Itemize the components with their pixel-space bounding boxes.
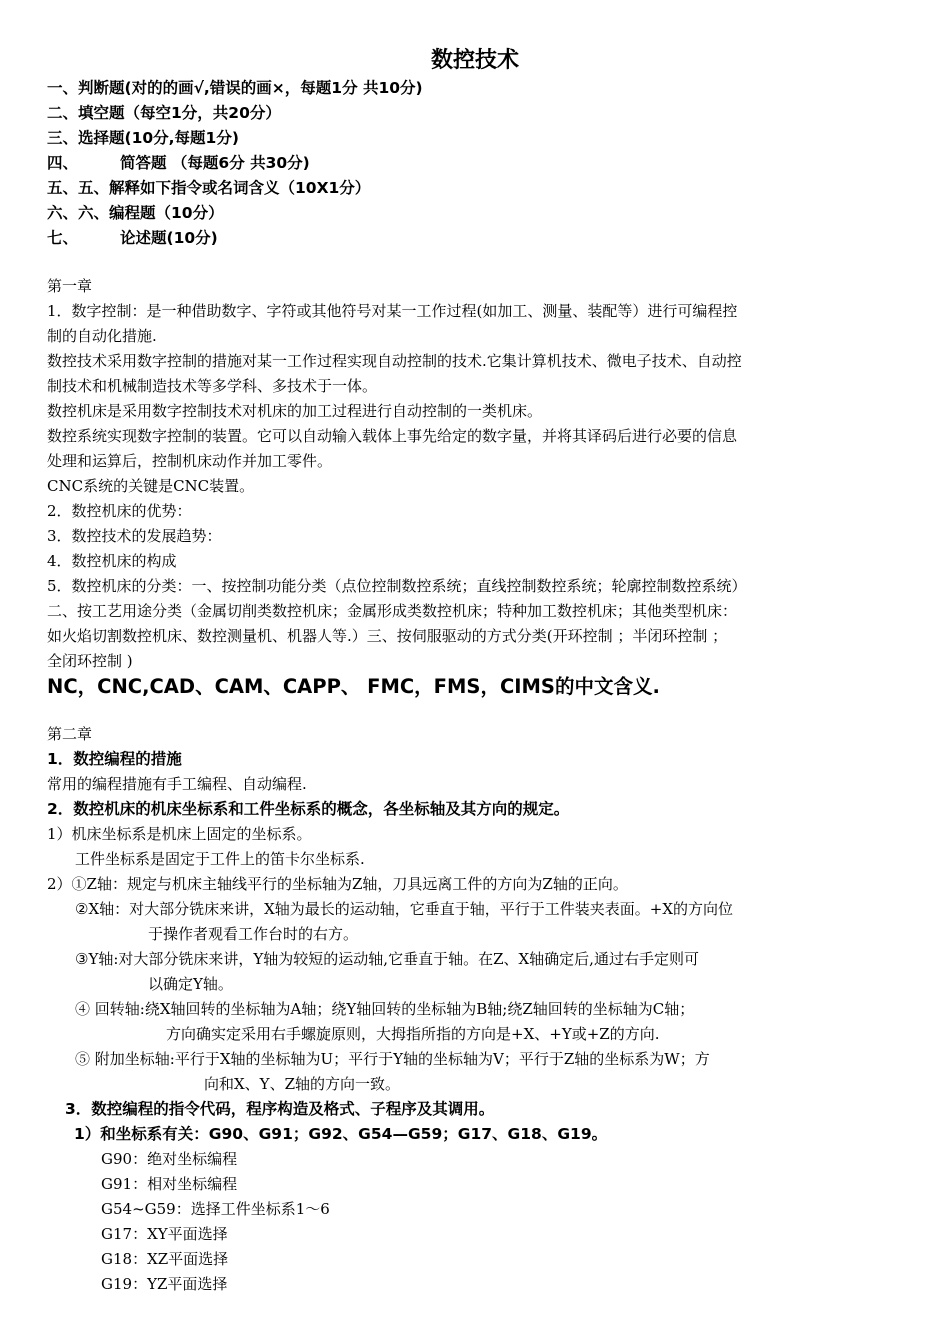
chapter-1-line: 处理和运算后，控制机床动作并加工零件。: [47, 452, 333, 470]
question-2-line: 以确定Y轴。: [148, 975, 233, 993]
exam-section-7-number: 七、: [47, 229, 79, 247]
question-2-line: ④ 回转轴:绕X轴回转的坐标轴为A轴；绕Y轴回转的坐标轴为B轴;绕Z轴回转的坐标轴为C轴；: [75, 1000, 695, 1018]
chapter-1-line: 数控机床是采用数字控制技术对机床的加工过程进行自动控制的一类机床。: [47, 402, 543, 420]
question-1-text: 常用的编程措施有手工编程、自动编程.: [47, 775, 307, 793]
exam-section-7: [47, 226, 218, 250]
chapter-1-line: 制技术和机械制造技术等多学科、多技术于一体。: [47, 377, 378, 395]
chapter-1-line: 5．数控机床的分类：一、按控制功能分类（点位控制数控系统；直线控制数控系统；轮廓控制数控系统）: [47, 577, 747, 595]
chapter-1-line: 制的自动化措施.: [47, 327, 157, 345]
chapter-1-line: 数控系统实现数字控制的装置。它可以自动输入载体上事先给定的数字量，并将其译码后进行必要的信息: [47, 427, 738, 445]
question-2-line: 1）机床坐标系是机床上固定的坐标系。: [47, 825, 312, 843]
g-code-item: G91：相对坐标编程: [101, 1175, 238, 1193]
question-2-line: ②X轴：对大部分铣床来讲，X轴为最长的运动轴，它垂直于轴，平行于工件装夹表面。+X的方向位: [75, 900, 734, 918]
chapter-1-line: 全闭环控制 ): [47, 652, 133, 670]
question-2-line: ③Y轴:对大部分铣床来讲，Y轴为较短的运动轴,它垂直于轴。在Z、X轴确定后,通过右手定则可: [75, 950, 699, 968]
exam-section-4: [47, 151, 310, 175]
exam-section-2: 二、填空题（每空1分，共20分）: [47, 104, 281, 122]
chapter-1-line: 2．数控机床的优势：: [47, 502, 192, 520]
terms-heading: NC，CNC,CAD、CAM、CAPP、 FMC，FMS，CIMS的中文含义.: [47, 675, 660, 698]
g-code-item: G17：XY平面选择: [101, 1225, 228, 1243]
chapter-1-line: 如火焰切割数控机床、数控测量机、机器人等.）三、按伺服驱动的方式分类(开环控制 ；半闭环控制 ；: [47, 627, 728, 645]
question-2-title: 2．数控机床的机床坐标系和工件坐标系的概念，各坐标轴及其方向的规定。: [47, 800, 570, 818]
exam-section-4-label: 简答题 （每题6分 共30分): [120, 154, 310, 172]
question-2-line: 工件坐标系是固定于工件上的笛卡尔坐标系.: [75, 850, 365, 868]
g-code-item: G90：绝对坐标编程: [101, 1150, 238, 1168]
g-code-item: G19：YZ平面选择: [101, 1275, 228, 1293]
question-2-line: 2）①Z轴：规定与机床主轴线平行的坐标轴为Z轴，刀具远离工件的方向为Z轴的正向。: [47, 875, 628, 893]
chapter-2-heading: 第二章: [47, 725, 93, 743]
chapter-1-line: 数控技术采用数字控制的措施对某一工作过程实现自动控制的技术.它集计算机技术、微电子技术、自动控: [47, 352, 742, 370]
exam-section-4-number: 四、: [47, 154, 79, 172]
chapter-1-heading: 第一章: [47, 277, 93, 295]
page-title: 数控技术: [430, 48, 519, 73]
question-2-line: 方向确实定采用右手螺旋原则，大拇指所指的方向是+X、+Y或+Z的方向.: [166, 1025, 660, 1043]
question-2-line: ⑤ 附加坐标轴:平行于X轴的坐标轴为U；平行于Y轴的坐标轴为V；平行于Z轴的坐标系为W；方: [75, 1050, 710, 1068]
chapter-1-line: 二、按工艺用途分类（金属切削类数控机床；金属形成类数控机床；特种加工数控机床；其他类型机床：: [47, 602, 738, 620]
question-3-title: 3．数控编程的指令代码，程序构造及格式、子程序及其调用。: [65, 1100, 495, 1118]
exam-section-7-label: 论述题(10分): [120, 229, 218, 247]
g-code-item: G54~G59：选择工件坐标系1～6: [101, 1200, 330, 1218]
chapter-1-line: 3．数控技术的发展趋势：: [47, 527, 222, 545]
question-3-subtitle: 1）和坐标系有关：G90、G91；G92、G54—G59；G17、G18、G19。: [74, 1125, 608, 1143]
exam-section-1: 一、判断题(对的的画√,错误的画×，每题1分 共10分): [47, 79, 423, 97]
question-1-title: 1．数控编程的措施: [47, 750, 182, 768]
exam-section-3: 三、选择题(10分,每题1分): [47, 129, 239, 147]
g-code-item: G18：XZ平面选择: [101, 1250, 229, 1268]
chapter-1-line: CNC系统的关键是CNC装置。: [47, 477, 255, 495]
question-2-line: 于操作者观看工作台时的右方。: [148, 925, 359, 943]
chapter-1-line: 1．数字控制：是一种借助数字、字符或其他符号对某一工作过程(如加工、测量、装配等）进行可编程控: [47, 302, 738, 320]
exam-section-6: 六、六、编程题（10分）: [47, 204, 224, 222]
exam-section-5: 五、五、解释如下指令或名词含义（10X1分）: [47, 179, 371, 197]
question-2-line: 向和X、Y、Z轴的方向一致。: [204, 1075, 401, 1093]
chapter-1-line: 4．数控机床的构成: [47, 552, 177, 570]
